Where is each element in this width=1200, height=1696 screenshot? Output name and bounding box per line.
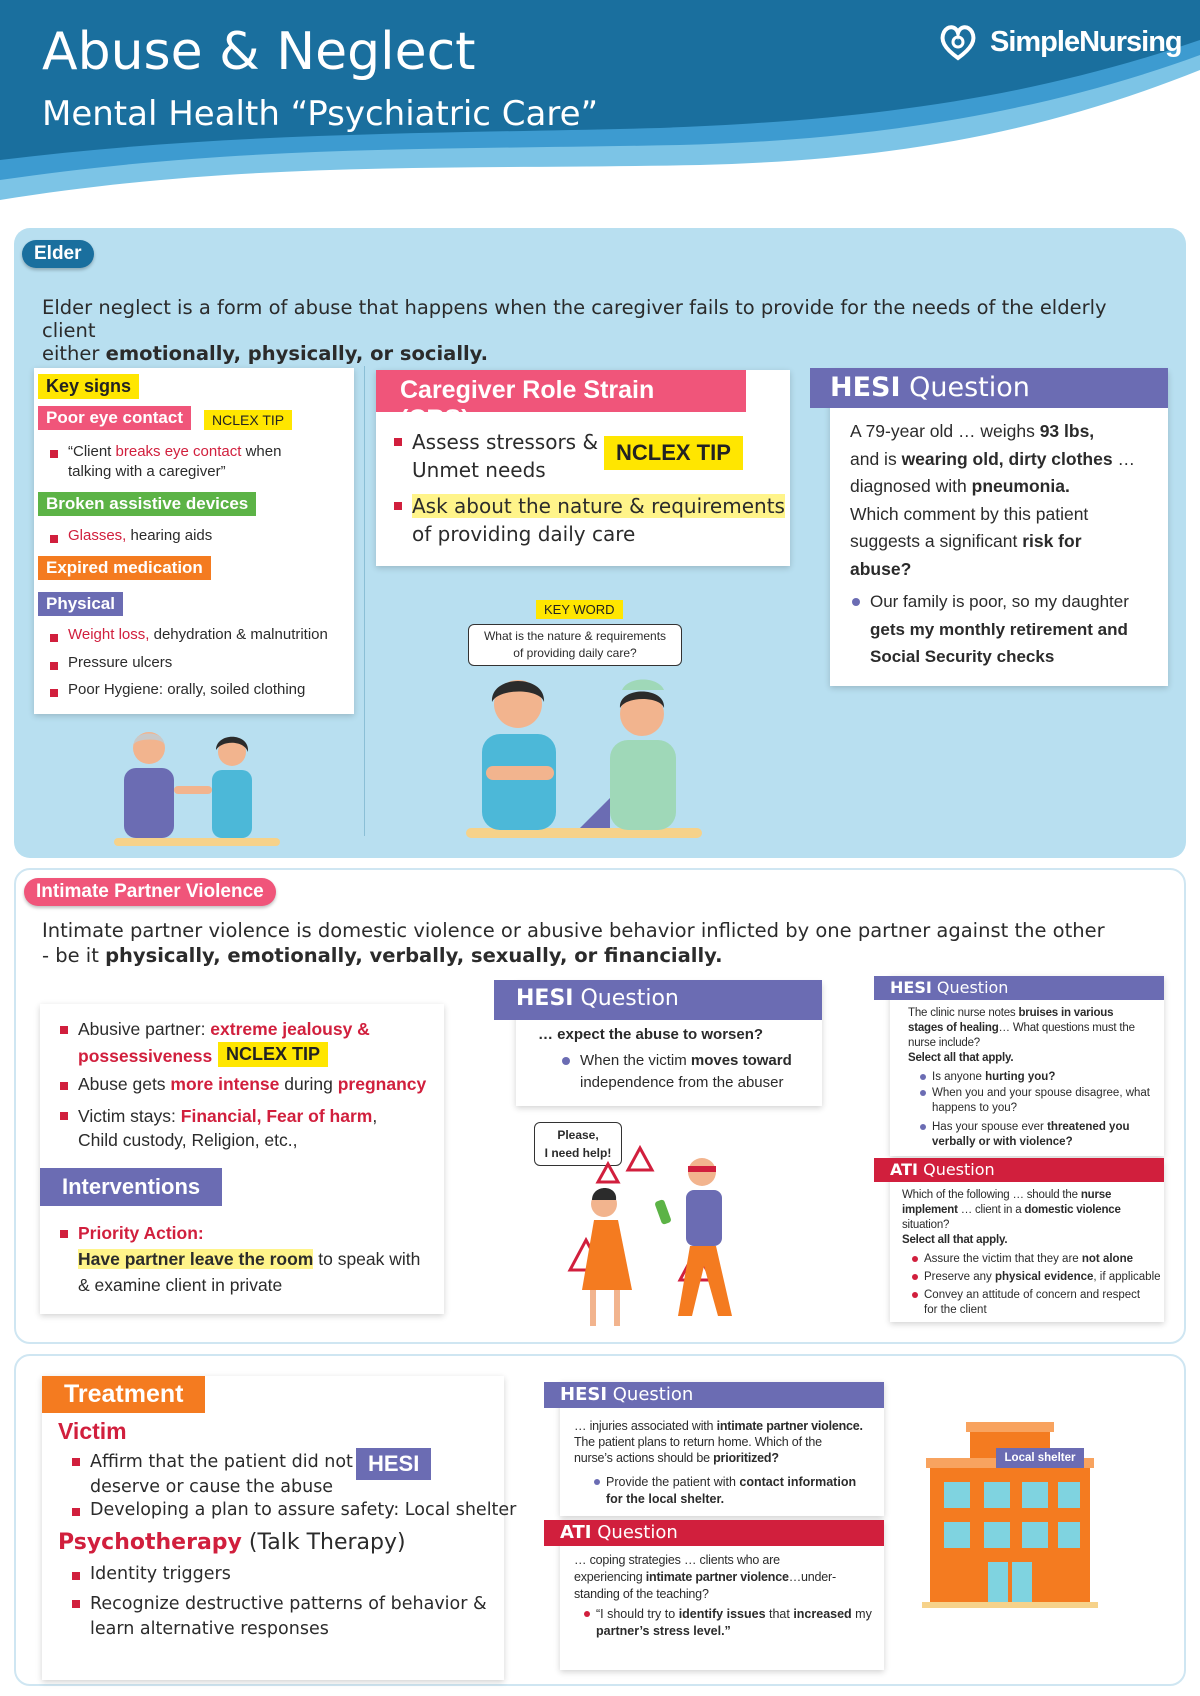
elder-caregiver-illustration (104, 726, 284, 850)
victim-stays-bullet: Victim stays: Financial, Fear of harm, Child custody, Religion, etc., (60, 1104, 377, 1152)
glasses-bullet: Glasses, hearing aids (50, 527, 212, 544)
elder-intro-line1: Elder neglect is a form of abuse that happens when the caregiver fails to provide for the needs of the elderly client (42, 296, 1107, 342)
ipv-intro: Intimate partner violence is domestic violence or abusive behavior inflicted by one partner against the other - be it physically, emotionally, verbally, sexually, or financially. (42, 919, 1105, 967)
identity-triggers-bullet: Identity triggers (72, 1564, 231, 1584)
elder-hesi-question: A 79-year old … weighs 93 lbs, and is wearing old, dirty clothes … diagnosed with pneumonia. Which comment by this patient suggests a significant risk for abuse? (850, 421, 1135, 579)
treatment-hesi-title: HESI Question (544, 1382, 884, 1408)
hygiene-bullet: Poor Hygiene: orally, soiled clothing (50, 681, 305, 698)
ipv-ati-title: ATI Question (874, 1158, 1164, 1182)
affirm-bullet: Affirm that the patient did not deserve or cause the abuse (72, 1450, 353, 1500)
ipv-hesi2-option2: When you and your spouse disagree, what happens to you? (920, 1086, 1150, 1116)
section-divider (364, 366, 365, 836)
safety-plan-bullet: Developing a plan to assure safety: Local shelter (72, 1500, 516, 1520)
ipv-hesi1-title: HESI Question (494, 980, 822, 1020)
victim-heading: Victim (58, 1418, 127, 1444)
help-speech-bubble: Please, I need help! (534, 1122, 622, 1166)
elder-intro-line2: either emotionally, physically, or socially. (42, 342, 489, 365)
broken-devices-tag: Broken assistive devices (38, 492, 256, 516)
physical-tag: Physical (38, 592, 123, 616)
crs-title: Caregiver Role Strain (CRS) (376, 370, 746, 412)
treatment-hesi-badge: HESI (356, 1448, 431, 1480)
elder-hesi-title: HESI Question (810, 368, 1168, 408)
shelter-sign: Local shelter (996, 1448, 1084, 1468)
weight-loss-bullet: Weight loss, dehydration & malnutrition (50, 626, 328, 643)
ipv-hesi2-option3: Has your spouse ever threatened you verbally or with violence? (920, 1120, 1130, 1150)
treatment-ati-answer: “I should try to identify issues that increased my partner’s stress level.” (584, 1606, 872, 1640)
poor-eye-contact-tag: Poor eye contact (38, 406, 191, 430)
crs-ask-bullet: Ask about the nature & requirements of providing daily care (394, 492, 785, 548)
ipv-ati-option2: Preserve any physical evidence, if applicable (912, 1270, 1161, 1285)
ipv-hesi2-title: HESI Question (874, 976, 1164, 1000)
treatment-hesi-question: … injuries associated with intimate partner violence. The patient plans to return home. Which of the nurse’s actions should be prioritized? (574, 1419, 863, 1465)
local-shelter-building-illustration (922, 1418, 1098, 1608)
elder-pill: Elder (22, 240, 94, 268)
ipv-ati-question: Which of the following … should the nurse implement … client in a domestic violence situation? Select all that apply. (902, 1189, 1121, 1246)
key-signs-title: Key signs (38, 374, 139, 399)
elder-hesi-answer: Our family is poor, so my daughter gets my monthly retirement and Social Security checks (852, 588, 1129, 671)
destructive-patterns-bullet: Recognize destructive patterns of behavior & learn alternative responses (72, 1592, 487, 1642)
crs-speech-bubble: What is the nature & requirements of providing daily care? (468, 624, 682, 666)
ipv-hesi2-question: The clinic nurse notes bruises in various stages of healing… What questions must the nurse include? Select all that apply. (908, 1007, 1135, 1064)
ipv-hesi1-answer: When the victim moves toward independence from the abuser (562, 1050, 792, 1094)
pressure-ulcers-bullet: Pressure ulcers (50, 654, 172, 671)
treatment-ati-title: ATI Question (544, 1520, 884, 1546)
ipv-nclex-tip-badge: NCLEX TIP (218, 1042, 328, 1067)
treatment-title: Treatment (42, 1376, 205, 1413)
nclex-tip-badge: NCLEX TIP (204, 410, 292, 430)
ipv-hesi2-option1: Is anyone hurting you? (920, 1070, 1055, 1085)
crs-nclex-tip-badge: NCLEX TIP (604, 436, 743, 470)
interventions-title: Interventions (40, 1168, 222, 1206)
page-title: Abuse & Neglect (42, 22, 476, 82)
priority-action-bullet: Priority Action: Have partner leave the room to speak with & examine client in private (60, 1220, 420, 1298)
abusive-partner-bullet: Abusive partner: extreme jealousy & possessiveness (60, 1016, 370, 1070)
brand-name: SimpleNursing (990, 25, 1182, 58)
nurse-caregiver-illustration (460, 668, 710, 844)
page-subtitle: Mental Health “Psychiatric Care” (42, 94, 599, 134)
ipv-hesi1-question: … expect the abuse to worsen? (538, 1026, 764, 1043)
ipv-ati-option3: Convey an attitude of concern and respect for the client (912, 1288, 1140, 1318)
abuse-intense-bullet: Abuse gets more intense during pregnancy (60, 1074, 426, 1095)
elder-intro (42, 296, 1162, 365)
treatment-ati-question: … coping strategies … clients who are experiencing intimate partner violence…under- standing of the teaching? (574, 1553, 836, 1601)
crs-assess-bullet: Assess stressors & Unmet needs (394, 428, 598, 484)
expired-medication-tag: Expired medication (38, 556, 211, 580)
psychotherapy-heading: Psychotherapy (Talk Therapy) (58, 1530, 406, 1555)
domestic-violence-illustration (556, 1140, 796, 1336)
ipv-pill: Intimate Partner Violence (24, 878, 276, 906)
key-word-badge: KEY WORD (536, 600, 623, 619)
eye-contact-bullet: “Client breaks eye contact when talking with a caregiver” (50, 442, 281, 482)
ipv-ati-option1: Assure the victim that they are not alone (912, 1252, 1133, 1267)
stethoscope-heart-icon (934, 18, 982, 66)
treatment-hesi-answer: Provide the patient with contact information for the local shelter. (594, 1474, 856, 1508)
brand-logo (934, 18, 1182, 66)
